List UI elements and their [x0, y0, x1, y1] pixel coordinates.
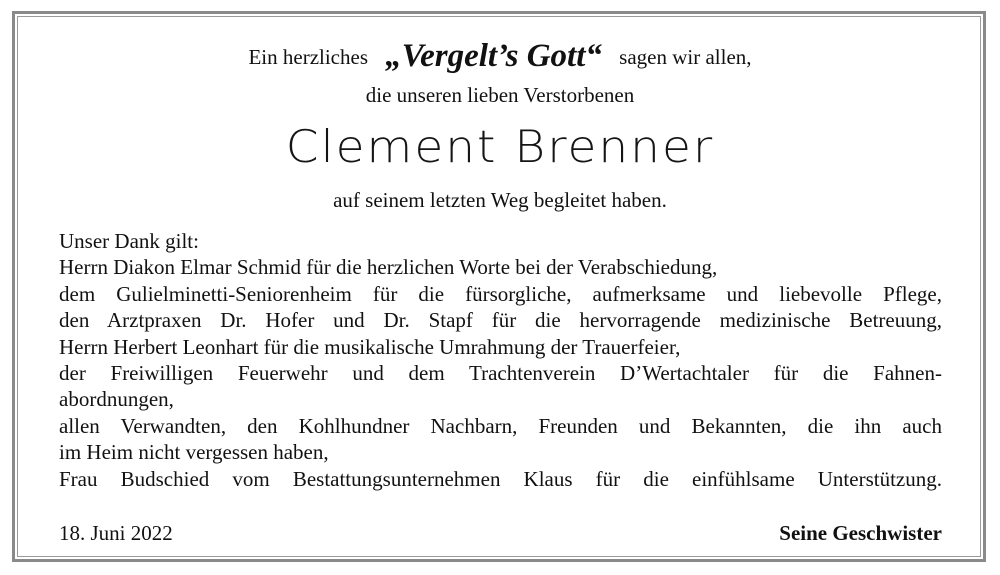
- thanks-line: der Freiwilligen Feuerwehr und dem Trachtenverein D’Wertachtaler für die Fahnen-: [59, 361, 942, 386]
- thanks-line: Herrn Diakon Elmar Schmid für die herzlichen Worte bei der Verabschiedung,: [59, 255, 718, 280]
- thanks-line: dem Gulielminetti-Seniorenheim für die fürsorgliche, aufmerksame und liebevolle Pflege,: [59, 281, 942, 306]
- deceased-name: Clement Brenner: [285, 121, 715, 174]
- thanks-line: allen Verwandten, den Kohlhundner Nachbarn, Freunden und Bekannten, die ihn auch: [59, 413, 942, 438]
- signature: Seine Geschwister: [779, 521, 942, 545]
- thanks-line: im Heim nicht vergessen haben,: [59, 440, 329, 465]
- thanks-line: den Arztpraxen Dr. Hofer und Dr. Stapf für die hervorragende medizinische Betreuung,: [59, 308, 942, 333]
- thanks-line: Herrn Herbert Leonhart für die musikalische Umrahmung der Trauerfeier,: [59, 334, 681, 359]
- intro-highlight: „Vergelt’s Gott“: [385, 38, 602, 74]
- intro-suffix: sagen wir allen,: [619, 45, 752, 69]
- thanks-line: Frau Budschied vom Bestattungsunternehmen Klaus für die einfühlsame Unterstützung.: [59, 466, 942, 491]
- intro-line-3: auf seinem letzten Weg begleitet haben.: [333, 188, 667, 212]
- intro-line-2: die unseren lieben Verstorbenen: [365, 83, 635, 107]
- intro-line-1: [0, 40, 1000, 73]
- thanks-body: [59, 228, 942, 492]
- intro-prefix: Ein herzliches: [248, 45, 368, 69]
- notice-date: 18. Juni 2022: [59, 521, 173, 545]
- thanks-line: Unser Dank gilt:: [59, 229, 199, 253]
- thanks-line: abordnungen,: [59, 387, 174, 412]
